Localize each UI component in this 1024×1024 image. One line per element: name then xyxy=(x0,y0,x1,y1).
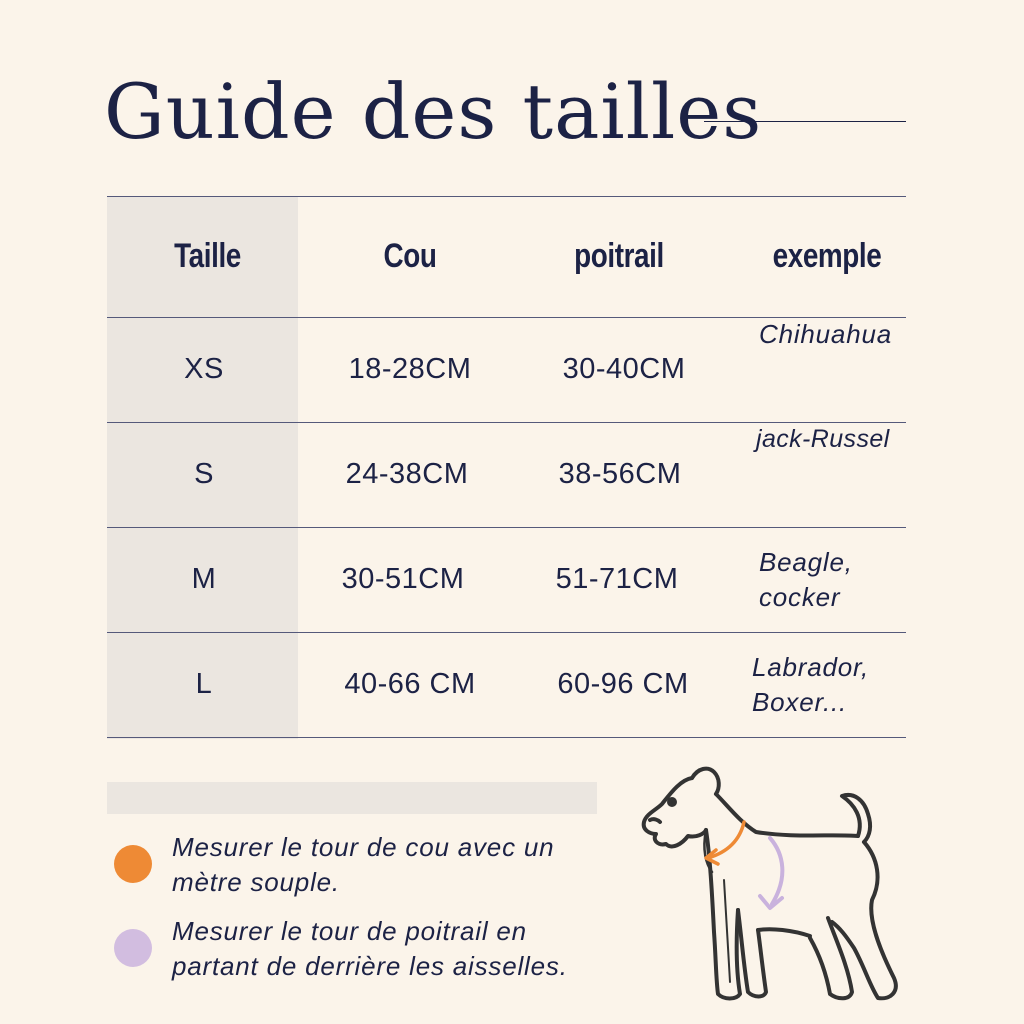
row-neck: 30-51CM xyxy=(341,563,465,595)
example-line: cocker xyxy=(759,581,841,612)
chest-legend-dot xyxy=(114,929,152,967)
row-size: S xyxy=(194,458,214,490)
legend-line: Mesurer le tour de cou avec un xyxy=(172,832,555,862)
row-example xyxy=(759,527,906,632)
legend-line: mètre souple. xyxy=(172,867,340,897)
row-example xyxy=(752,632,906,737)
row-chest: 60-96 CM xyxy=(557,668,689,700)
legend-divider-bar xyxy=(107,782,597,814)
chest-legend-text xyxy=(172,914,632,984)
row-size: XS xyxy=(184,353,224,385)
row-example xyxy=(756,422,906,534)
header-chest: poitrail xyxy=(574,237,664,275)
header-example: exemple xyxy=(772,237,882,275)
legend-line: partant de derrière les aisselles. xyxy=(172,951,568,981)
row-size: M xyxy=(191,563,217,595)
table-rule xyxy=(107,737,906,738)
title-rule xyxy=(704,121,906,122)
example-line: Beagle, xyxy=(759,546,853,577)
example-line: Boxer... xyxy=(752,686,848,717)
neck-legend-text xyxy=(172,830,632,900)
row-chest: 51-71CM xyxy=(555,563,679,595)
size-table xyxy=(107,196,906,739)
row-chest: 30-40CM xyxy=(562,353,686,385)
header-neck: Cou xyxy=(383,237,437,275)
row-example xyxy=(759,317,906,417)
header-size: Taille xyxy=(174,237,241,275)
page-title: Guide des tailles xyxy=(104,67,763,156)
row-chest: 38-56CM xyxy=(558,458,682,490)
neck-legend-dot xyxy=(114,845,152,883)
row-neck: 18-28CM xyxy=(348,353,472,385)
legend-line: Mesurer le tour de poitrail en xyxy=(172,916,527,946)
row-size: L xyxy=(195,668,213,700)
example-line: Chihuahua xyxy=(759,319,892,349)
row-neck: 40-66 CM xyxy=(344,668,476,700)
row-neck: 24-38CM xyxy=(345,458,469,490)
example-line: jack-Russel xyxy=(756,425,890,453)
dog-measurement-icon xyxy=(632,760,922,1010)
example-line: Labrador, xyxy=(752,651,870,682)
